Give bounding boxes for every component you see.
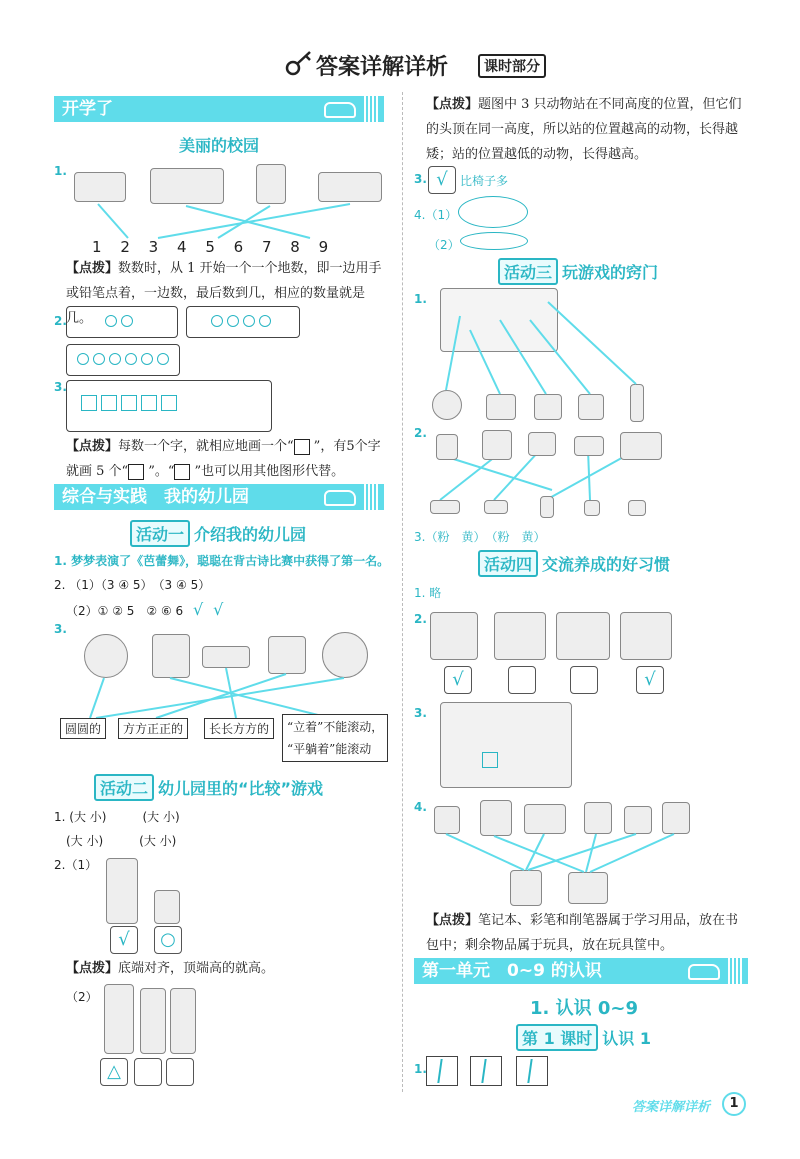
hint-text: ”，有5个字就画 5 个“: [66, 439, 381, 479]
number: 4: [176, 238, 187, 256]
number: 9: [318, 238, 329, 256]
hint-text: ”也可以用其他图形代替。: [194, 464, 345, 479]
question-number: 4.: [414, 800, 427, 814]
answer-text: 2. （1）（3 ④ 5） （3 ④ 5）: [54, 578, 211, 592]
question-number: 1.: [414, 1062, 427, 1076]
question-number: 3.: [54, 622, 67, 636]
activity-title: 幼儿园里的“比较”游戏: [158, 779, 324, 798]
answer-text: 比椅子多: [460, 174, 509, 188]
hint-text: ”。“: [148, 464, 175, 479]
question-number: 1.: [414, 292, 427, 306]
hint-note: [66, 956, 390, 981]
answer-text: 4.（1）: [414, 208, 458, 222]
activity-tag: 活动二: [94, 774, 154, 801]
unit-title: 1. 认识 0~9: [530, 998, 639, 1019]
section-bar-label: 开学了: [62, 99, 113, 119]
shape-label: 方方正正的: [118, 718, 188, 739]
activity-tag: 活动四: [478, 550, 538, 577]
shape-label: 圆圆的: [60, 718, 106, 739]
number: 6: [233, 238, 244, 256]
hint-label: 【点拨】: [426, 97, 479, 112]
answer-text: 1. (大 小) (大 小): [54, 810, 180, 824]
question-number: 1.: [54, 164, 67, 178]
number: 7: [261, 238, 272, 256]
shape-label-line: “立着”不能滚动，: [287, 720, 384, 734]
hint-note: [426, 908, 750, 958]
writing-grid: [426, 1056, 458, 1086]
answer-text: 1. 略: [414, 586, 442, 600]
section-bar-unit1: [414, 958, 748, 984]
shape-label-line: “平躺着”能滚动: [287, 742, 372, 756]
answer-checkbox: √: [110, 926, 138, 954]
answer-text: (大 小) (大 小): [66, 834, 177, 848]
question-number: 2.: [414, 612, 427, 626]
number: 5: [205, 238, 215, 256]
hint-text: 题图中 3 只动物站在不同高度的位置，但它们的头顶在同一高度，所以站的位置越高的动物，长得越矮；站的位置越低的动物，长得越高。: [426, 97, 742, 162]
section-bar-label: 综合与实践 我的幼儿园: [62, 487, 249, 507]
writing-grid: [470, 1056, 502, 1086]
writing-grid: [516, 1056, 548, 1086]
hint-label: 【点拨】: [66, 261, 119, 276]
car-icon: [688, 964, 720, 980]
footer-label: 答案详解详析: [632, 1100, 711, 1115]
hint-text: 笔记本、彩笔和削笔器属于学习用品，放在书包中；剩余物品属于玩具，放在玩具筐中。: [426, 913, 739, 953]
answer-text: （2）: [66, 990, 98, 1004]
activity-title: 交流养成的好习惯: [542, 555, 671, 574]
check-mark: √: [213, 600, 224, 619]
hint-text: 每数一个字，就相应地画一个“: [118, 439, 294, 454]
stripe-decoration: [728, 958, 742, 984]
question-number: 2.: [414, 426, 427, 440]
activity-title: 介绍我的幼儿园: [194, 525, 307, 544]
number: 2: [120, 238, 130, 256]
answer-checkbox: √: [636, 666, 664, 694]
number: 3: [148, 238, 159, 256]
answer-checkbox: ○: [154, 926, 182, 954]
number: 8: [290, 238, 300, 256]
shape-label: 长长方方的: [204, 718, 274, 739]
subsection-title: 美丽的校园: [178, 136, 259, 155]
answer-text: （2）: [428, 238, 460, 252]
activity-tag: 活动三: [498, 258, 558, 285]
answer-text: 3.（粉 黄） （粉 黄）: [414, 530, 546, 544]
lesson-title: 认识 1: [602, 1029, 651, 1048]
number: 1: [92, 238, 102, 256]
animal-image: [140, 988, 166, 1054]
answer-checkbox: △: [100, 1058, 128, 1086]
section-badge: 课时部分: [478, 54, 546, 78]
activity-tag: 活动一: [130, 520, 190, 547]
check-mark: √: [193, 600, 204, 619]
answer-line: （2）① ② 5 ② ⑥ 6: [66, 604, 184, 618]
giraffe-image: [104, 984, 134, 1054]
question-number: 3.: [414, 706, 427, 720]
lesson-heading: [516, 1024, 651, 1051]
hint-label: 【点拨】: [66, 961, 119, 976]
answer-checkbox: [166, 1058, 194, 1086]
answer-checkbox: √: [428, 166, 456, 194]
question-number: 2.: [54, 314, 67, 328]
section-bar-label: 第一单元 0~9 的认识: [422, 961, 602, 981]
animal-image: [170, 988, 196, 1054]
answer-checkbox: [134, 1058, 162, 1086]
hint-label: 【点拨】: [426, 913, 479, 928]
answer-text: 1. 梦梦表演了《芭蕾舞》，聪聪在背古诗比赛中获得了第一名。: [54, 554, 390, 568]
page-title: 答案详解详析: [316, 55, 449, 80]
question-number: 3.: [54, 380, 67, 394]
answer-checkbox: √: [444, 666, 472, 694]
hint-text: 底端对齐，顶端高的就高。: [118, 961, 275, 976]
activity-title: 玩游戏的窍门: [562, 263, 659, 282]
hint-text: 数数时，从 1 开始一个一个地数，即一边用手或铅笔点着，一边数，最后数到几，相应的数量就是几。: [66, 261, 382, 326]
question-number: 3.: [414, 172, 427, 186]
answer-text: 2.（1）: [54, 858, 98, 872]
page-number: 1: [722, 1092, 746, 1116]
lesson-tag: 第 1 课时: [516, 1024, 598, 1051]
hint-label: 【点拨】: [66, 439, 119, 454]
